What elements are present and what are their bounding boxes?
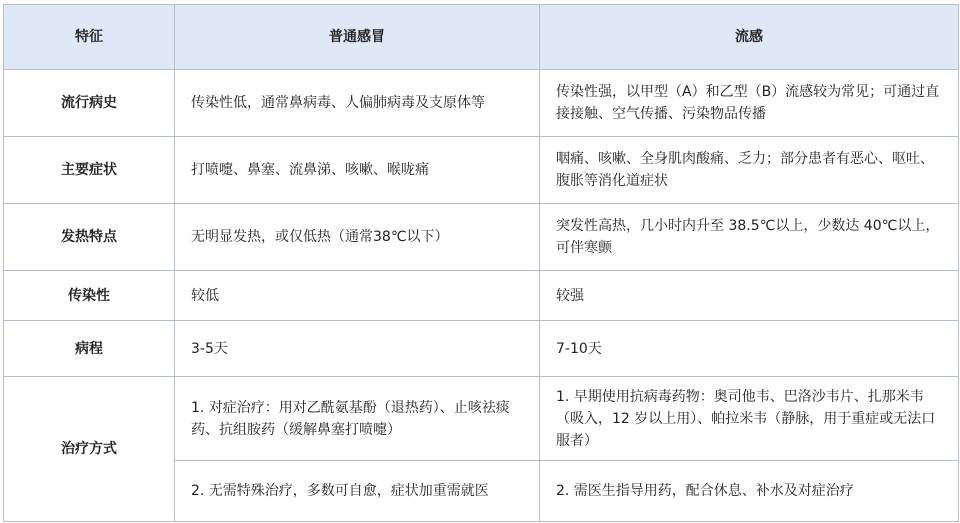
comparison-table bbox=[3, 4, 959, 522]
flu-cell: 较强 bbox=[540, 271, 959, 321]
cold-cell: 1. 对症治疗：用对乙酰氨基酚（退热药）、止咳祛痰药、抗组胺药（缓解鼻塞打喷嚏） bbox=[175, 377, 540, 461]
row-label-contagiousness: 传染性 bbox=[4, 271, 175, 321]
row-label-course: 病程 bbox=[4, 321, 175, 377]
flu-cell: 2. 需医生指导用药，配合休息、补水及对症治疗 bbox=[540, 461, 959, 522]
cold-cell: 打喷嚏、鼻塞、流鼻涕、咳嗽、喉咙痛 bbox=[175, 137, 540, 204]
table-row bbox=[4, 271, 959, 321]
row-label-epidemic-history: 流行病史 bbox=[4, 70, 175, 137]
cold-cell: 3-5天 bbox=[175, 321, 540, 377]
table-row bbox=[4, 70, 959, 137]
table-row bbox=[4, 137, 959, 204]
flu-cell: 传染性强，以甲型（A）和乙型（B）流感较为常见；可通过直接接触、空气传播、污染物品传播 bbox=[540, 70, 959, 137]
header-row bbox=[4, 5, 959, 70]
header-common-cold: 普通感冒 bbox=[175, 5, 540, 70]
cold-cell: 无明显发热，或仅低热（通常38℃以下） bbox=[175, 204, 540, 271]
header-influenza: 流感 bbox=[540, 5, 959, 70]
flu-cell: 7-10天 bbox=[540, 321, 959, 377]
flu-cell: 突发性高热，几小时内升至 38.5℃以上，少数达 40℃以上，可伴寒颤 bbox=[540, 204, 959, 271]
table-row bbox=[4, 204, 959, 271]
row-label-fever: 发热特点 bbox=[4, 204, 175, 271]
cold-cell: 传染性低，通常鼻病毒、人偏肺病毒及支原体等 bbox=[175, 70, 540, 137]
flu-cell: 咽痛、咳嗽、全身肌肉酸痛、乏力；部分患者有恶心、呕吐、腹胀等消化道症状 bbox=[540, 137, 959, 204]
cold-cell: 2. 无需特殊治疗，多数可自愈，症状加重需就医 bbox=[175, 461, 540, 522]
flu-cell: 1. 早期使用抗病毒药物：奥司他韦、巴洛沙韦片、扎那米韦（吸入，12 岁以上用）、帕拉米韦（静脉，用于重症或无法口服者） bbox=[540, 377, 959, 461]
cold-cell: 较低 bbox=[175, 271, 540, 321]
row-label-main-symptoms: 主要症状 bbox=[4, 137, 175, 204]
header-feature: 特征 bbox=[4, 5, 175, 70]
table-row bbox=[4, 377, 959, 461]
row-label-treatment: 治疗方式 bbox=[4, 377, 175, 522]
table-row bbox=[4, 321, 959, 377]
